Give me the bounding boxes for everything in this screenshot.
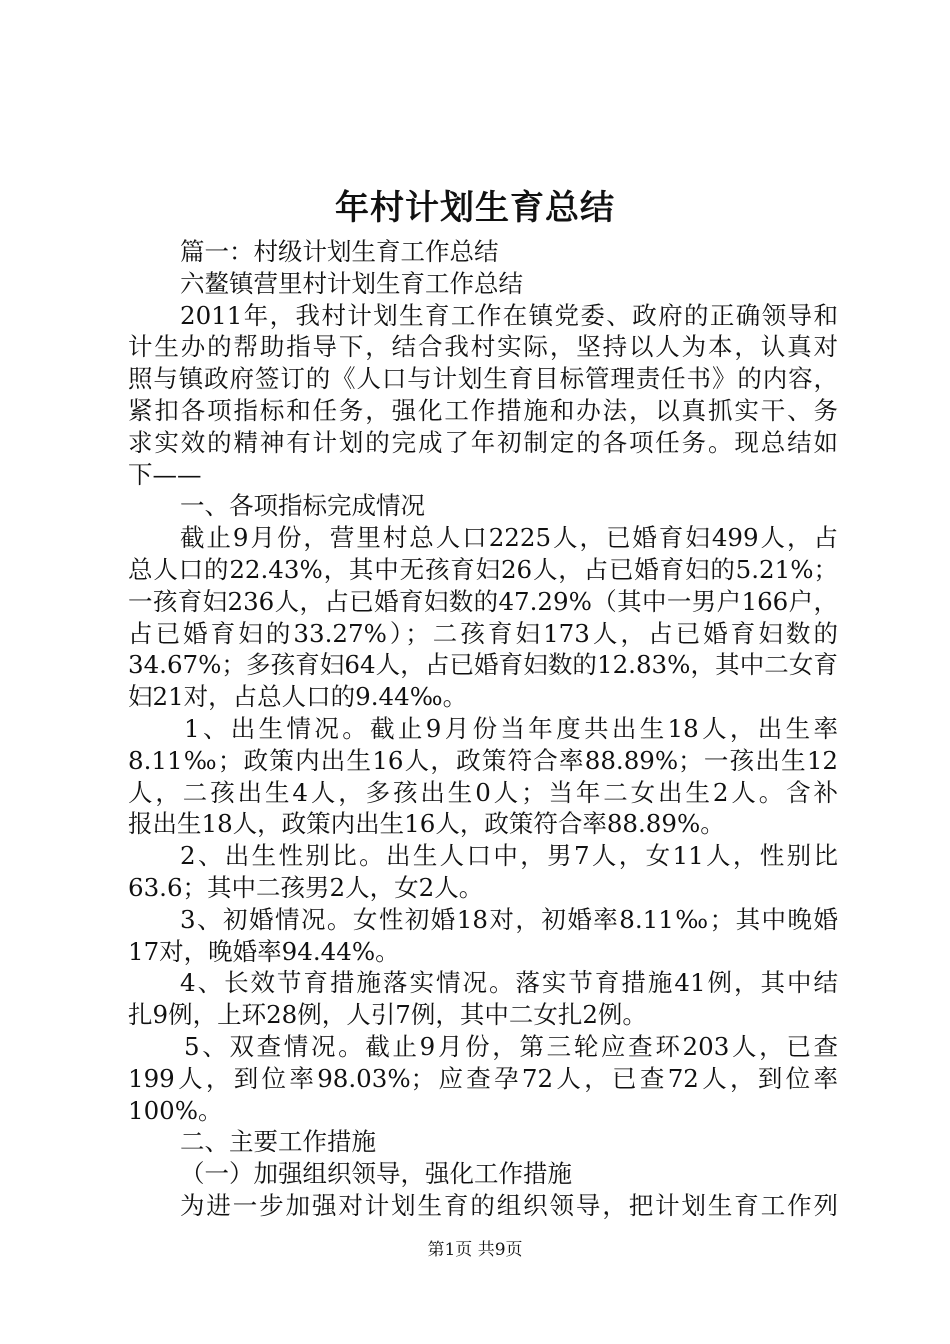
paragraph-line: 总人口的22.43%，其中无孩育妇26人，占已婚育妇的5.21%； bbox=[128, 554, 838, 584]
paragraph-line: 34.67%；多孩育妇64人，占已婚育妇数的12.83%，其中二女育 bbox=[128, 650, 838, 680]
paragraph-line: 100%。 bbox=[128, 1095, 223, 1125]
paragraph-line: 2、出生性别比。出生人口中，男7人，女11人，性别比 bbox=[180, 841, 838, 871]
subsection-heading: （一）加强组织领导，强化工作措施 bbox=[180, 1159, 572, 1189]
paragraph-line: 下—— bbox=[128, 459, 202, 489]
paragraph-line: 1、出生情况。截止9月份当年度共出生18人，出生率 bbox=[184, 713, 838, 743]
document-body bbox=[128, 236, 838, 1222]
page-number-footer: 第1页 共9页 bbox=[427, 1240, 523, 1260]
paragraph-line: 计生办的帮助指导下，结合我村实际，坚持以人为本，认真对 bbox=[128, 332, 838, 362]
paragraph-line: 8.11‰；政策内出生16人，政策符合率88.89%；一孩出生12 bbox=[128, 745, 838, 775]
paragraph-line: 一孩育妇236人，占已婚育妇数的47.29%（其中一男户166户， bbox=[128, 586, 838, 616]
paragraph-line: 2011年，我村计划生育工作在镇党委、政府的正确领导和 bbox=[180, 300, 838, 330]
paragraph-line: 4、长效节育措施落实情况。落实节育措施41例，其中结 bbox=[180, 968, 838, 998]
paragraph-line: 照与镇政府签订的《人口与计划生育目标管理责任书》的内容， bbox=[128, 364, 838, 394]
paragraph-line: 求实效的精神有计划的完成了年初制定的各项任务。现总结如 bbox=[128, 427, 838, 457]
subheading: 六鳌镇营里村计划生育工作总结 bbox=[180, 268, 523, 298]
section-heading: 篇一：村级计划生育工作总结 bbox=[180, 237, 499, 266]
paragraph-line: 妇21对，占总人口的9.44‰。 bbox=[128, 682, 468, 712]
paragraph-line: 63.6；其中二孩男2人，女2人。 bbox=[128, 872, 484, 902]
paragraph-line: 紧扣各项指标和任务，强化工作措施和办法，以真抓实干、务 bbox=[128, 395, 838, 425]
paragraph-line: 占已婚育妇的33.27%）；二孩育妇173人，占已婚育妇数的 bbox=[128, 618, 838, 648]
paragraph-line: 3、初婚情况。女性初婚18对，初婚率8.11‰；其中晚婚 bbox=[180, 904, 838, 934]
paragraph-line: 人，二孩出生4人，多孩出生0人；当年二女出生2人。含补 bbox=[128, 777, 838, 807]
section-heading: 一、各项指标完成情况 bbox=[180, 491, 425, 521]
paragraph-line: 报出生18人，政策内出生16人，政策符合率88.89%。 bbox=[128, 809, 725, 839]
paragraph-line: 5、双查情况。截止9月份，第三轮应查环203人，已查 bbox=[184, 1031, 838, 1061]
section-heading: 二、主要工作措施 bbox=[180, 1127, 376, 1157]
paragraph-line: 扎9例，上环28例，人引7例，其中二女扎2例。 bbox=[128, 1000, 647, 1030]
paragraph-line: 17对，晚婚率94.44%。 bbox=[128, 936, 400, 966]
paragraph-line: 199人，到位率98.03%；应查孕72人，已查72人，到位率 bbox=[128, 1063, 838, 1093]
paragraph-line: 截止9月份，营里村总人口2225人，已婚育妇499人，占 bbox=[180, 523, 838, 553]
document-title: 年村计划生育总结 bbox=[335, 188, 615, 228]
paragraph-line: 为进一步加强对计划生育的组织领导，把计划生育工作列 bbox=[180, 1190, 838, 1220]
